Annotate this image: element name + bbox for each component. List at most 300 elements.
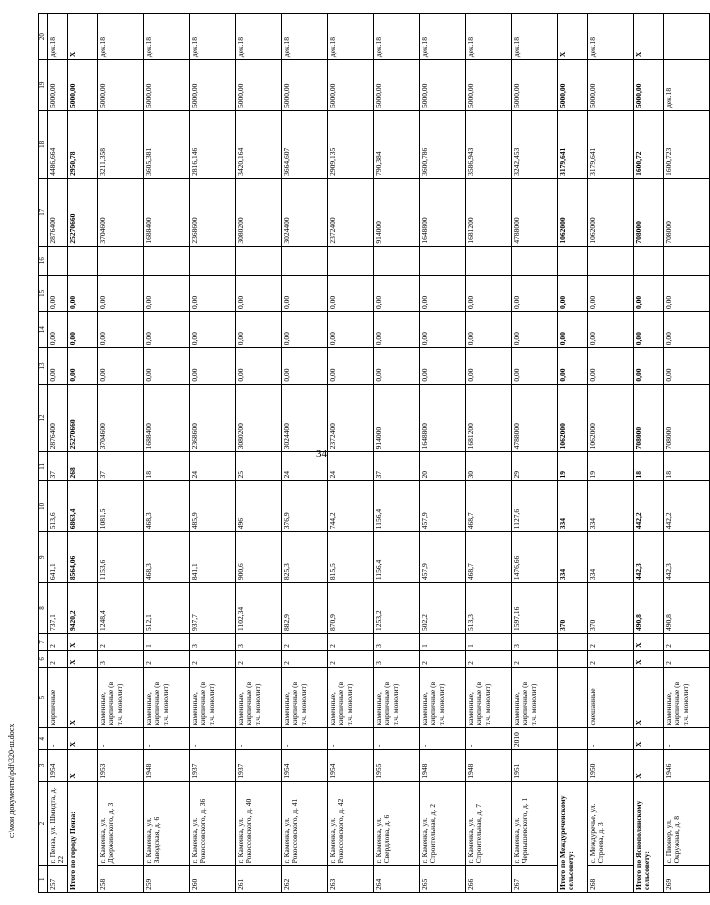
table-cell: с. Пионер, ул. Окружная, д. 8 <box>663 781 709 866</box>
table-cell: X <box>67 667 97 728</box>
table-cell: 261 <box>235 866 281 893</box>
table-cell: 9420,2 <box>67 583 97 634</box>
table-cell: 2 <box>663 633 709 650</box>
table-cell: 5000,00 <box>373 60 419 111</box>
table-cell <box>189 246 235 275</box>
table-cell: 8564,06 <box>67 532 97 583</box>
table-cell: 24 <box>327 452 373 481</box>
table-cell: 1 <box>419 633 465 650</box>
building-row <box>281 14 327 893</box>
table-cell: 1597,16 <box>511 583 557 634</box>
column-number-cell: 17 <box>39 178 48 246</box>
table-cell <box>465 246 511 275</box>
table-cell: X <box>67 14 97 60</box>
table-cell: 0,00 <box>587 348 633 384</box>
table-cell: 25 <box>235 452 281 481</box>
table-cell: 1 <box>465 633 511 650</box>
table-cell: 2372400 <box>327 178 373 246</box>
column-number-cell: 4 <box>39 728 48 750</box>
table-cell: 0,00 <box>143 348 189 384</box>
table-cell: 267 <box>511 866 557 893</box>
table-cell: 442,2 <box>633 481 663 532</box>
table-cell: каменные, кирпичные (в т.ч. монолит) <box>419 667 465 728</box>
table-cell: 2 <box>465 650 511 667</box>
column-number-cell: 9 <box>39 532 48 583</box>
housing-register-table <box>38 13 710 893</box>
table-cell: 3 <box>373 633 419 650</box>
table-cell: 457,9 <box>419 481 465 532</box>
table-cell: 3 <box>189 633 235 650</box>
table-cell: 0,00 <box>373 311 419 347</box>
table-cell: 266 <box>465 866 511 893</box>
table-cell: 260 <box>189 866 235 893</box>
table-cell: 0,00 <box>97 275 143 311</box>
table-cell: г. Каменка, ул. Заводская, д. 6 <box>143 781 189 866</box>
table-cell: X <box>633 728 663 750</box>
table-cell: X <box>633 633 663 650</box>
table-cell: 268 <box>67 452 97 481</box>
table-cell: 2372400 <box>327 384 373 452</box>
table-cell: 25270660 <box>67 178 97 246</box>
table-cell: 2 <box>47 633 67 650</box>
table-cell <box>663 246 709 275</box>
table-cell: 334 <box>557 532 587 583</box>
table-cell: 0,00 <box>189 348 235 384</box>
table-cell: 0,00 <box>587 275 633 311</box>
table-cell: 5000,00 <box>235 60 281 111</box>
table-cell: 708000 <box>633 178 663 246</box>
table-cell: 2950,78 <box>67 111 97 179</box>
column-number-cell: 14 <box>39 311 48 347</box>
table-cell: 502,2 <box>419 583 465 634</box>
table-cell: каменные, кирпичные (в т.ч. монолит) <box>189 667 235 728</box>
table-cell: 0,00 <box>465 348 511 384</box>
table-cell: 0,00 <box>465 311 511 347</box>
table-cell: 815,5 <box>327 532 373 583</box>
table-cell: 6863,4 <box>67 481 97 532</box>
table-cell <box>235 246 281 275</box>
table-cell: 1951 <box>511 750 557 781</box>
table-cell: 5000,00 <box>67 60 97 111</box>
building-row <box>235 14 281 893</box>
building-row <box>465 14 511 893</box>
table-cell: 3 <box>511 633 557 650</box>
column-number-cell: 6 <box>39 650 48 667</box>
column-number-cell: 20 <box>39 14 48 60</box>
table-cell: X <box>633 667 663 728</box>
table-cell: дек.18 <box>419 14 465 60</box>
table-cell: 3704600 <box>97 384 143 452</box>
table-cell: 825,3 <box>281 532 327 583</box>
table-cell: 1600,723 <box>663 111 709 179</box>
table-cell: 1681200 <box>465 384 511 452</box>
table-cell: X <box>633 650 663 667</box>
table-cell: 0,00 <box>327 311 373 347</box>
table-cell: 1648800 <box>419 178 465 246</box>
table-cell: 790,384 <box>373 111 419 179</box>
table-cell: 0,00 <box>419 275 465 311</box>
table-cell: 2 <box>327 650 373 667</box>
table-cell: - <box>143 728 189 750</box>
table-cell <box>143 246 189 275</box>
table-cell: 1688400 <box>143 178 189 246</box>
table-cell: 5000,00 <box>557 60 587 111</box>
table-cell: 370 <box>587 583 633 634</box>
table-cell: 0,00 <box>663 348 709 384</box>
table-cell: 0,00 <box>633 275 663 311</box>
table-cell: 900,6 <box>235 532 281 583</box>
table-cell: 641,1 <box>47 532 67 583</box>
table-cell <box>47 246 67 275</box>
table-cell: 2 <box>235 650 281 667</box>
column-number-cell: 7 <box>39 633 48 650</box>
table-cell: 937,7 <box>189 583 235 634</box>
table-cell: 0,00 <box>143 311 189 347</box>
table-cell: 3024400 <box>281 384 327 452</box>
table-cell: г. Каменка, ул. Рокоссовского, д. 41 <box>281 781 327 866</box>
table-cell: 5000,00 <box>511 60 557 111</box>
table-cell <box>557 728 587 750</box>
table-cell: 5000,00 <box>633 60 663 111</box>
table-cell: 0,00 <box>419 348 465 384</box>
table-cell: 0,00 <box>97 348 143 384</box>
table-cell: 1648800 <box>419 384 465 452</box>
table-cell: 0,00 <box>281 311 327 347</box>
table-cell: 3420,164 <box>235 111 281 179</box>
table-cell: 0,00 <box>663 311 709 347</box>
table-cell: 5000,00 <box>419 60 465 111</box>
table-cell: 1937 <box>189 750 235 781</box>
column-number-cell: 1 <box>39 866 48 893</box>
table-cell: 2 <box>587 650 633 667</box>
table-cell <box>281 246 327 275</box>
table-cell: 2 <box>189 650 235 667</box>
table-cell: 264 <box>373 866 419 893</box>
table-cell: каменные, кирпичные (в т.ч. монолит) <box>327 667 373 728</box>
table-cell: 1948 <box>465 750 511 781</box>
table-cell: 0,00 <box>189 311 235 347</box>
table-cell: г. Пенза, ул. Шмидта, д. 22 <box>47 781 67 866</box>
table-cell: 5000,00 <box>327 60 373 111</box>
table-cell: 0,00 <box>47 311 67 347</box>
table-cell: - <box>281 728 327 750</box>
table-cell: 37 <box>47 452 67 481</box>
table-cell: дек.18 <box>465 14 511 60</box>
table-cell: 1946 <box>663 750 709 781</box>
table-cell: 2876400 <box>47 178 67 246</box>
table-cell: 3024400 <box>281 178 327 246</box>
table-cell: 30 <box>465 452 511 481</box>
table-cell: 841,1 <box>189 532 235 583</box>
table-cell: 1062000 <box>587 178 633 246</box>
table-cell: 258 <box>97 866 143 893</box>
table-cell <box>663 14 709 60</box>
table-cell: 0,00 <box>235 275 281 311</box>
table-cell: 1950 <box>587 750 633 781</box>
table-cell: 0,00 <box>189 275 235 311</box>
table-cell: 5000,00 <box>97 60 143 111</box>
table-cell: 0,00 <box>419 311 465 347</box>
table-cell: 3179,641 <box>557 111 587 179</box>
table-cell: 4486,664 <box>47 111 67 179</box>
table-cell: 0,00 <box>633 311 663 347</box>
table-cell: - <box>587 728 633 750</box>
table-cell: 0,00 <box>47 348 67 384</box>
subtotal-label-cell: Итого по Яснополянскому сельсовету: <box>633 781 663 892</box>
building-row <box>587 14 633 893</box>
table-cell: 0,00 <box>557 348 587 384</box>
table-cell: дек.18 <box>511 14 557 60</box>
table-cell: 0,00 <box>327 348 373 384</box>
table-cell: 3600,786 <box>419 111 465 179</box>
table-cell <box>557 650 587 667</box>
table-cell: 1954 <box>47 750 67 781</box>
table-cell: 5000,00 <box>465 60 511 111</box>
table-cell: 914000 <box>373 178 419 246</box>
table-cell: 1954 <box>327 750 373 781</box>
table-cell: г. Каменка, ул. Строительная, д. 2 <box>419 781 465 866</box>
table-cell: 2 <box>281 633 327 650</box>
table-cell: г. Каменка, ул. Рокоссовского, д. 40 <box>235 781 281 866</box>
table-cell: - <box>327 728 373 750</box>
building-row <box>97 14 143 893</box>
table-cell: 263 <box>327 866 373 893</box>
building-row <box>419 14 465 893</box>
column-number-cell: 8 <box>39 583 48 634</box>
table-cell: 914000 <box>373 384 419 452</box>
table-cell: 2 <box>47 650 67 667</box>
column-number-cell: 10 <box>39 481 48 532</box>
table-cell: 3704600 <box>97 178 143 246</box>
table-cell: 334 <box>557 481 587 532</box>
rotated-register-table <box>38 13 690 893</box>
table-cell: 24 <box>281 452 327 481</box>
table-cell: 0,00 <box>557 275 587 311</box>
table-cell: г. Каменка, ул. Чернышевского, д. 1 <box>511 781 557 866</box>
table-cell: 1248,4 <box>97 583 143 634</box>
table-cell: X <box>633 750 663 781</box>
table-cell: 485,9 <box>189 481 235 532</box>
table-cell: 2 <box>511 650 557 667</box>
table-cell: 3080200 <box>235 178 281 246</box>
table-cell: 0,00 <box>511 311 557 347</box>
table-cell: 370 <box>557 583 587 634</box>
table-cell: 468,7 <box>465 481 511 532</box>
building-row <box>511 14 557 893</box>
table-cell: 5000,00 <box>143 60 189 111</box>
table-cell: 0,00 <box>235 348 281 384</box>
table-cell: 0,00 <box>327 275 373 311</box>
table-cell: 262 <box>281 866 327 893</box>
table-cell <box>587 246 633 275</box>
table-cell: 0,00 <box>465 275 511 311</box>
table-cell: 1953 <box>97 750 143 781</box>
table-cell: 442,2 <box>663 481 709 532</box>
table-cell: 1102,34 <box>235 583 281 634</box>
footer-file-path: c:\мои документы\pdf\320-ш.docx <box>7 723 16 838</box>
table-cell: 0,00 <box>633 348 663 384</box>
table-cell: кирпичные <box>47 667 67 728</box>
table-cell: 19 <box>557 452 587 481</box>
column-number-cell: 11 <box>39 452 48 481</box>
table-cell: - <box>373 728 419 750</box>
table-cell: 3605,381 <box>143 111 189 179</box>
table-cell: 1937 <box>235 750 281 781</box>
table-cell: 0,00 <box>235 311 281 347</box>
table-cell: 442,3 <box>633 532 663 583</box>
table-cell: 1948 <box>419 750 465 781</box>
table-cell: 1476,66 <box>511 532 557 583</box>
table-cell: 1062000 <box>587 384 633 452</box>
table-cell: 457,9 <box>419 532 465 583</box>
table-cell: X <box>633 14 663 60</box>
column-number-cell: 5 <box>39 667 48 728</box>
table-cell: 744,2 <box>327 481 373 532</box>
table-cell: 18 <box>633 452 663 481</box>
column-number-cell: 15 <box>39 275 48 311</box>
table-cell: 0,00 <box>511 275 557 311</box>
table-cell: 513,6 <box>47 481 67 532</box>
table-cell: дек.18 <box>47 14 67 60</box>
table-cell: 2 <box>663 650 709 667</box>
table-cell <box>97 246 143 275</box>
table-cell: - <box>663 728 709 750</box>
column-number-cell: 3 <box>39 750 48 781</box>
table-cell: каменные, кирпичные (в т.ч. монолит) <box>143 667 189 728</box>
table-cell: - <box>97 728 143 750</box>
table-cell: 37 <box>373 452 419 481</box>
table-cell: каменные, кирпичные (в т.ч. монолит) <box>465 667 511 728</box>
table-cell <box>327 246 373 275</box>
table-cell: 265 <box>419 866 465 893</box>
table-cell: 2 <box>327 633 373 650</box>
table-cell: 3080200 <box>235 384 281 452</box>
table-cell: 2368600 <box>189 178 235 246</box>
table-cell: 496 <box>235 481 281 532</box>
table-cell: 708000 <box>663 384 709 452</box>
table-cell: 1954 <box>281 750 327 781</box>
table-cell: 1081,5 <box>97 481 143 532</box>
table-cell: 0,00 <box>67 311 97 347</box>
table-cell: 0,00 <box>67 348 97 384</box>
column-number-cell: 2 <box>39 781 48 866</box>
table-cell: 468,7 <box>465 532 511 583</box>
table-cell: 25270660 <box>67 384 97 452</box>
table-cell: 334 <box>587 532 633 583</box>
table-cell: каменные, кирпичные (в т.ч. монолит) <box>663 667 709 728</box>
table-cell: 5000,00 <box>281 60 327 111</box>
table-cell: 3586,943 <box>465 111 511 179</box>
table-cell: каменные, кирпичные (в т.ч. монолит) <box>511 667 557 728</box>
table-cell: 1948 <box>143 750 189 781</box>
table-cell: каменные, кирпичные (в т.ч. монолит) <box>373 667 419 728</box>
table-cell: 37 <box>97 452 143 481</box>
table-cell: дек.18 <box>327 14 373 60</box>
table-cell: дек.18 <box>373 14 419 60</box>
table-cell: 334 <box>587 481 633 532</box>
table-cell: 1955 <box>373 750 419 781</box>
table-cell: 0,00 <box>281 275 327 311</box>
subtotal-label-cell: Итого по городу Пенза: <box>67 781 97 892</box>
table-cell: 708000 <box>663 178 709 246</box>
table-cell: 2909,135 <box>327 111 373 179</box>
table-cell: 3 <box>235 633 281 650</box>
table-cell: 2 <box>419 650 465 667</box>
table-cell: 1681200 <box>465 178 511 246</box>
table-cell: г. Каменка, ул. Дзержинского, д. 3 <box>97 781 143 866</box>
table-cell: каменные, кирпичные (в т.ч. монолит) <box>97 667 143 728</box>
table-cell <box>557 633 587 650</box>
table-cell: дек.18 <box>143 14 189 60</box>
table-cell: г. Каменка, ул. Рокоссовского, д. 36 <box>189 781 235 866</box>
table-cell: 490,8 <box>633 583 663 634</box>
table-cell: дек.18 <box>281 14 327 60</box>
table-cell: 257 <box>47 866 67 893</box>
column-number-cell: 12 <box>39 384 48 452</box>
table-cell: 2 <box>587 633 633 650</box>
table-cell: - <box>189 728 235 750</box>
table-cell: с. Междуречье, ул. Строева, д. 3 <box>587 781 633 866</box>
building-row <box>189 14 235 893</box>
table-cell: 29 <box>511 452 557 481</box>
table-cell: 4788000 <box>511 384 557 452</box>
table-cell: 0,00 <box>373 275 419 311</box>
table-cell: 5000,00 <box>47 60 67 111</box>
table-cell: 269 <box>663 866 709 893</box>
table-cell: 0,00 <box>143 275 189 311</box>
table-cell: 376,9 <box>281 481 327 532</box>
table-cell: 1156,4 <box>373 481 419 532</box>
table-cell: X <box>67 750 97 781</box>
building-row <box>143 14 189 893</box>
table-cell: 0,00 <box>67 275 97 311</box>
table-cell: 5000,00 <box>189 60 235 111</box>
page-number: 34 <box>316 448 327 460</box>
table-cell: дек.18 <box>97 14 143 60</box>
subtotal-row <box>557 14 587 893</box>
table-cell: дек.18 <box>587 14 633 60</box>
building-row <box>327 14 373 893</box>
table-cell: 3664,607 <box>281 111 327 179</box>
table-cell: 18 <box>143 452 189 481</box>
column-number-row <box>39 14 48 893</box>
table-cell: 0,00 <box>281 348 327 384</box>
table-cell <box>419 246 465 275</box>
table-cell: 2876400 <box>47 384 67 452</box>
table-cell: - <box>47 728 67 750</box>
table-cell: дек.18 <box>235 14 281 60</box>
table-cell: - <box>465 728 511 750</box>
table-cell: X <box>557 14 587 60</box>
column-number-cell: 19 <box>39 60 48 111</box>
table-cell: дек.18 <box>189 14 235 60</box>
table-cell: 870,9 <box>327 583 373 634</box>
table-cell: 2816,146 <box>189 111 235 179</box>
table-cell: дек.18 <box>663 60 709 111</box>
table-cell: 490,8 <box>663 583 709 634</box>
table-cell: 513,3 <box>465 583 511 634</box>
table-cell: 3179,641 <box>587 111 633 179</box>
table-cell: 1062000 <box>557 178 587 246</box>
table-cell: 512,1 <box>143 583 189 634</box>
table-cell: 2 <box>281 650 327 667</box>
table-cell: 0,00 <box>587 311 633 347</box>
table-cell <box>633 246 663 275</box>
subtotal-row <box>67 14 97 893</box>
table-cell: 5000,00 <box>587 60 633 111</box>
table-cell: 0,00 <box>557 311 587 347</box>
table-cell <box>67 246 97 275</box>
